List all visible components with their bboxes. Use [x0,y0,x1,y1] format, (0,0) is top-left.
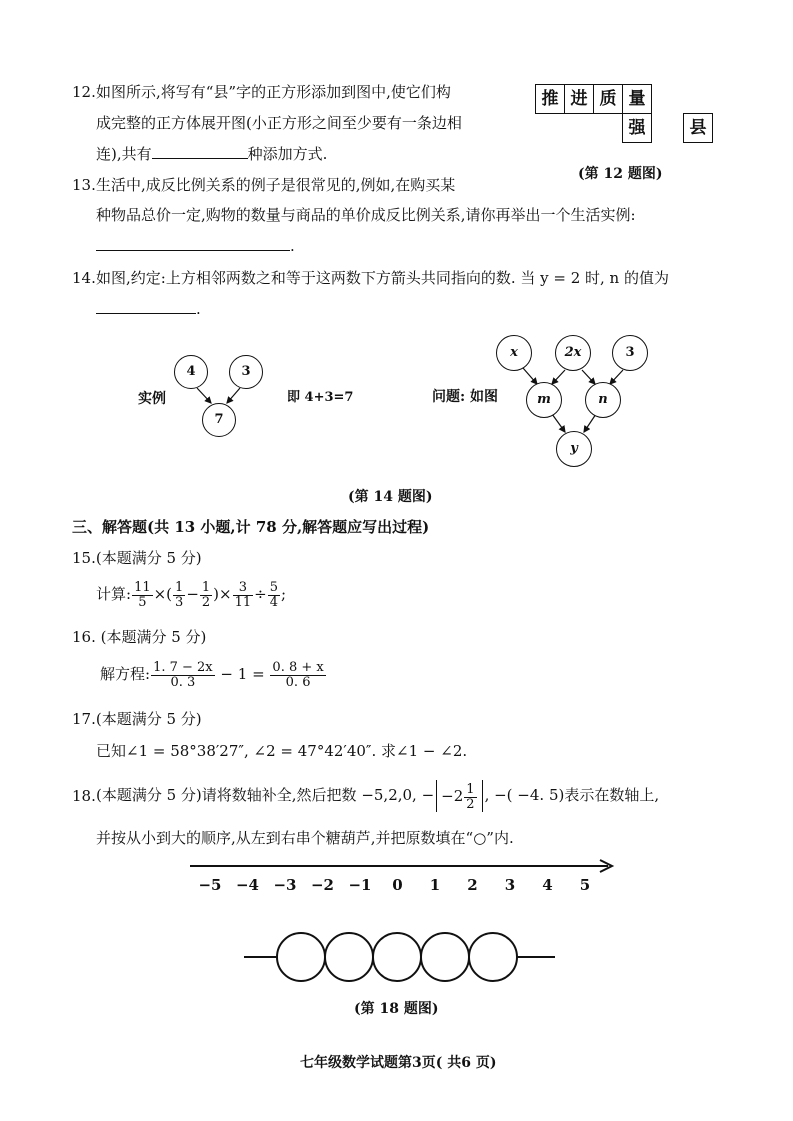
q12-line2: 成完整的正方体展开图(小正方形之间至少要有一条边相 [96,114,462,132]
example-label: 实例 [138,391,166,407]
tick-label: −4 [235,876,259,894]
problem-label: 问题: 如图 [432,389,499,405]
problem-node-3: 3 [612,335,648,371]
q15-op-4: ÷ [254,585,267,603]
q12-line1: 如图所示,将写有“县”字的正方形添加到图中,使它们构 [96,83,451,101]
tick-label: −2 [310,876,334,894]
q12-number: 12. [72,83,96,101]
problem-node-n: n [585,382,621,418]
q15-frac-4-num: 3 [233,581,254,596]
net-square-3: 质 [593,84,623,114]
q18-caption: (第 18 题图) [354,1001,439,1017]
q13-number: 13. [72,176,96,194]
q14-line1: 如图,约定:上方相邻两数之和等于这两数下方箭头共同指向的数. 当 y = 2 时, n 的值为 [96,269,669,287]
q18-line1-start: (本题满分 5 分)请将数轴补全,然后把数 −5,2,0, − [96,786,435,804]
q16-frac-2-den: 0. 6 [285,674,311,690]
example-node-7: 7 [202,403,236,437]
tick-label: −1 [348,876,372,894]
q17-body: 已知∠1 = 58°38′27″, ∠2 = 47°42′40″. 求∠1 − ∠2. [96,742,468,760]
q18-abs-frac-num: 1 [466,781,475,797]
q15-end: ; [281,585,287,603]
net-square-2: 进 [564,84,594,114]
q15-heading: 15.(本题满分 5 分) [72,549,202,567]
q13-line2: 种物品总价一定,购物的数量与商品的单价成反比例关系,请你再举出一个生活实例: [96,206,636,224]
problem-node-x: x [496,335,532,371]
tick-label: 3 [504,876,516,894]
q12-line3-start: 连),共有 [96,145,152,163]
q14-number: 14. [72,269,96,287]
q16-frac-1-num: 1. 7 − 2x [153,659,213,675]
q15-prefix: 计算: [96,585,132,603]
tanghulu-circle-5[interactable] [469,933,517,981]
q16-frac-2-num: 0. 8 + x [272,659,324,675]
q18-abs-integer: −2 [441,787,464,805]
net-square-1: 推 [535,84,565,114]
q15-frac-3-num: 1 [201,579,211,595]
q15-frac-4-den: 11 [234,594,252,610]
q15-frac-1-num: 11 [134,579,151,595]
net-square-5: 强 [622,113,652,143]
q15-op-1: ×( [153,585,173,603]
q15-frac-5-den: 4 [269,594,278,610]
tick-label: 5 [579,876,591,894]
tick-label: −3 [273,876,297,894]
example-node-4: 4 [174,355,208,389]
q14-line2-end: . [196,300,201,318]
q13-line1: 生活中,成反比例关系的例子是很常见的,例如,在购买某 [96,176,456,194]
q16-prefix: 解方程: [100,665,151,683]
example-equation: 即 4+3=7 [287,390,354,405]
q18-abs-frac-den: 2 [466,796,475,812]
net-square-4: 量 [622,84,652,114]
problem-node-y: y [556,431,592,467]
tick-label: 4 [542,876,553,894]
q16-middle: − 1 = [220,665,265,683]
q15-frac-2-den: 3 [175,594,184,610]
q17-heading: 17.(本题满分 5 分) [72,710,202,728]
tick-label: 0 [392,876,403,894]
tanghulu-circle-2[interactable] [325,933,373,981]
tick-label: −5 [198,876,222,894]
q18-number: 18. [72,787,96,805]
q16-frac-1-den: 0. 3 [170,674,196,690]
problem-node-2x: 2x [555,335,591,371]
q15-frac-2-num: 1 [175,579,184,595]
q16-heading: 16. (本题满分 5 分) [72,628,207,646]
section-3-heading: 三、解答题(共 13 小题,计 78 分,解答题应写出过程) [72,518,430,536]
q15-frac-1-den: 5 [138,594,147,610]
example-node-3: 3 [229,355,263,389]
tick-label: 1 [429,876,441,894]
q13-line3-end: . [290,237,295,255]
q12-line3-end: 种添加方式. [247,145,328,163]
q15-op-2: − [186,585,199,603]
problem-node-m: m [526,382,562,418]
tanghulu-circle-3[interactable] [373,933,421,981]
q18-line1-end: , −( −4. 5)表示在数轴上, [484,786,660,804]
county-square: 县 [683,113,713,143]
q18-line2: 并按从小到大的顺序,从左到右串个糖葫芦,并把原数填在“○”内. [96,829,514,847]
page-footer: 七年级数学试题第3页( 共6 页) [300,1055,497,1071]
tanghulu-circle-4[interactable] [421,933,469,981]
tanghulu-circle-1[interactable] [277,933,325,981]
q12-caption: (第 12 题图) [578,166,663,182]
tick-label: 2 [467,876,478,894]
q15-op-3: )× [213,585,232,603]
q14-caption: (第 14 题图) [348,489,433,505]
q15-frac-5-num: 5 [269,579,278,595]
q15-frac-3-den: 2 [201,594,211,610]
